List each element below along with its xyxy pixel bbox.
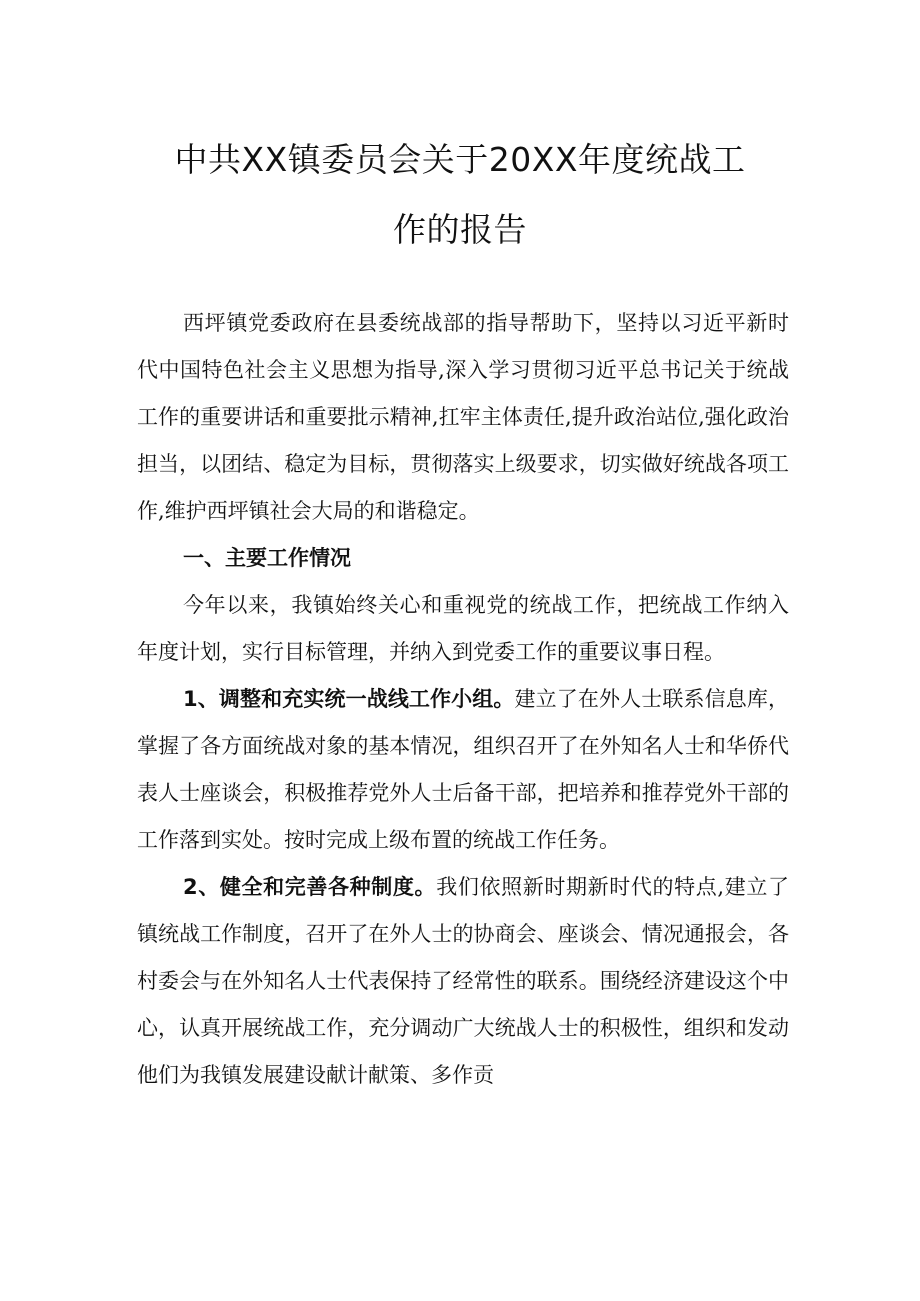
document-body — [137, 300, 789, 1099]
item-2-text: 我们依照新时期新时代的特点,建立了镇统战工作制度，召开了在外人士的协商会、座谈会、情况通报会，各村委会与在外知名人士代表保持了经常性的联系。围绕经济建设这个中心，认真开展统战工作，充分调动广大统战人士的积极性，组织和发动他们为我镇发展建设献计献策、多作贡 — [137, 875, 789, 1087]
item-1-text: 建立了在外人士联系信息库，掌握了各方面统战对象的基本情况，组织召开了在外知名人士和华侨代表人士座谈会，积极推荐党外人士后备干部，把培养和推荐党外干部的工作落到实处。按时完成上级布置的统战工作任务。 — [137, 687, 789, 852]
item-1-lead: 1、调整和充实统一战线工作小组。 — [183, 687, 515, 711]
item-2-lead: 2、健全和完善各种制度。 — [183, 875, 437, 899]
intro-paragraph: 西坪镇党委政府在县委统战部的指导帮助下，坚持以习近平新时代中国特色社会主义思想为指导,深入学习贯彻习近平总书记关于统战工作的重要讲话和重要批示精神,扛牢主体责任,提升政治站位,强化政治担当，以团结、稳定为目标，贯彻落实上级要求，切实做好统战各项工作,维护西坪镇社会大局的和谐稳定。 — [137, 311, 789, 523]
section-heading-main-work: 一、主要工作情况 — [183, 546, 351, 570]
section-paragraph: 今年以来，我镇始终关心和重视党的统战工作，把统战工作纳入年度计划，实行目标管理，并纳入到党委工作的重要议事日程。 — [137, 593, 789, 664]
document-title-line-2: 作的报告 — [393, 210, 527, 249]
item-paragraph-1 — [137, 676, 789, 864]
document-title-line-1: 中共XX镇委员会关于20XX年度统战工 — [174, 140, 746, 179]
item-paragraph-2 — [137, 864, 789, 1099]
